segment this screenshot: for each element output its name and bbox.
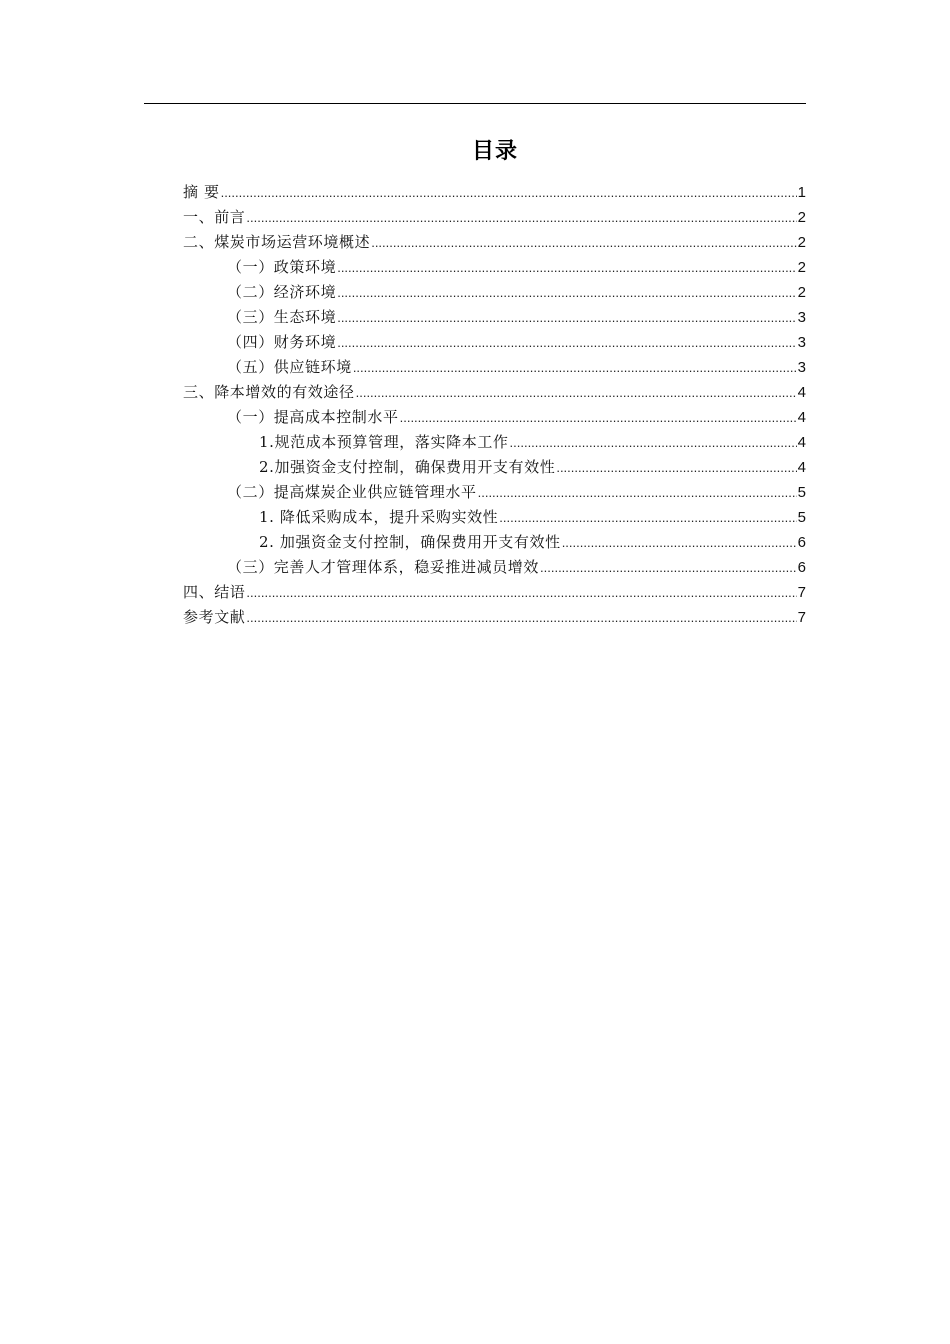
toc-page-number: 2 bbox=[797, 284, 806, 301]
toc-entry-label: 2.加强资金支付控制，确保费用开支有效性 bbox=[259, 458, 556, 476]
toc-entry[interactable] bbox=[183, 355, 806, 380]
toc-page-number: 2 bbox=[797, 259, 806, 276]
toc-dot-leader bbox=[562, 530, 797, 555]
toc-dot-leader bbox=[371, 230, 796, 255]
toc-entry[interactable] bbox=[183, 530, 806, 555]
toc-entry-label: （四）财务环境 bbox=[227, 333, 337, 351]
toc-entry-label: 2. 加强资金支付控制，确保费用开支有效性 bbox=[259, 533, 561, 551]
toc-entry[interactable] bbox=[183, 405, 806, 430]
header-rule bbox=[144, 103, 806, 104]
toc-dot-leader bbox=[356, 380, 797, 405]
toc-page-number: 4 bbox=[797, 459, 806, 476]
toc-dot-leader bbox=[337, 305, 796, 330]
toc-entry[interactable] bbox=[183, 180, 806, 205]
toc-entry[interactable] bbox=[183, 505, 806, 530]
toc-dot-leader bbox=[353, 355, 797, 380]
toc-dot-leader bbox=[246, 580, 796, 605]
toc-entry[interactable] bbox=[183, 255, 806, 280]
toc-entry-label: （二）提高煤炭企业供应链管理水平 bbox=[227, 483, 477, 501]
toc-entry[interactable] bbox=[183, 605, 806, 630]
toc-entry-label: （三）完善人才管理体系，稳妥推进减员增效 bbox=[227, 558, 540, 576]
toc-entry-label: 三、降本增效的有效途径 bbox=[183, 383, 355, 401]
toc-page-number: 5 bbox=[797, 509, 806, 526]
toc-entry[interactable] bbox=[183, 305, 806, 330]
toc-entry-label: （三）生态环境 bbox=[227, 308, 337, 326]
toc-entry-label: 1. 降低采购成本，提升采购实效性 bbox=[259, 508, 499, 526]
toc-entry-label: 一、前言 bbox=[183, 208, 246, 226]
toc-page-number: 6 bbox=[797, 534, 806, 551]
toc-dot-leader bbox=[337, 280, 796, 305]
toc-dot-leader bbox=[556, 455, 796, 480]
table-of-contents bbox=[183, 180, 806, 630]
toc-page-number: 4 bbox=[797, 409, 806, 426]
toc-page-number: 1 bbox=[797, 184, 806, 201]
toc-entry[interactable] bbox=[183, 555, 806, 580]
toc-dot-leader bbox=[246, 205, 796, 230]
toc-dot-leader bbox=[510, 430, 797, 455]
toc-page-number: 3 bbox=[797, 309, 806, 326]
toc-page-number: 6 bbox=[797, 559, 806, 576]
toc-page-number: 2 bbox=[797, 234, 806, 251]
toc-dot-leader bbox=[478, 480, 797, 505]
toc-page-number: 3 bbox=[797, 359, 806, 376]
toc-entry[interactable] bbox=[183, 480, 806, 505]
toc-entry[interactable] bbox=[183, 380, 806, 405]
toc-entry[interactable] bbox=[183, 280, 806, 305]
toc-entry[interactable] bbox=[183, 205, 806, 230]
toc-page-number: 5 bbox=[797, 484, 806, 501]
toc-dot-leader bbox=[499, 505, 796, 530]
toc-entry-label: （一）提高成本控制水平 bbox=[227, 408, 399, 426]
toc-page-number: 4 bbox=[797, 434, 806, 451]
toc-entry[interactable] bbox=[183, 580, 806, 605]
toc-page-number: 7 bbox=[797, 584, 806, 601]
toc-dot-leader bbox=[221, 180, 797, 205]
toc-entry-label: （一）政策环境 bbox=[227, 258, 337, 276]
toc-entry[interactable] bbox=[183, 455, 806, 480]
toc-dot-leader bbox=[246, 605, 796, 630]
toc-entry[interactable] bbox=[183, 330, 806, 355]
toc-dot-leader bbox=[337, 330, 796, 355]
toc-entry[interactable] bbox=[183, 230, 806, 255]
toc-page-number: 7 bbox=[797, 609, 806, 626]
toc-page-number: 4 bbox=[797, 384, 806, 401]
toc-entry-label: 参考文献 bbox=[183, 608, 246, 626]
toc-entry[interactable] bbox=[183, 430, 806, 455]
toc-entry-label: 1.规范成本预算管理，落实降本工作 bbox=[259, 433, 509, 451]
toc-entry-label: （二）经济环境 bbox=[227, 283, 337, 301]
toc-entry-label: （五）供应链环境 bbox=[227, 358, 352, 376]
page-title: 目录 bbox=[471, 139, 518, 164]
toc-entry-label: 二、煤炭市场运营环境概述 bbox=[183, 233, 371, 251]
toc-entry-label: 四、结语 bbox=[183, 583, 246, 601]
toc-dot-leader bbox=[337, 255, 796, 280]
toc-dot-leader bbox=[400, 405, 797, 430]
toc-dot-leader bbox=[540, 555, 797, 580]
toc-entry-label: 摘 要 bbox=[183, 183, 220, 201]
toc-page-number: 2 bbox=[797, 209, 806, 226]
toc-page-number: 3 bbox=[797, 334, 806, 351]
